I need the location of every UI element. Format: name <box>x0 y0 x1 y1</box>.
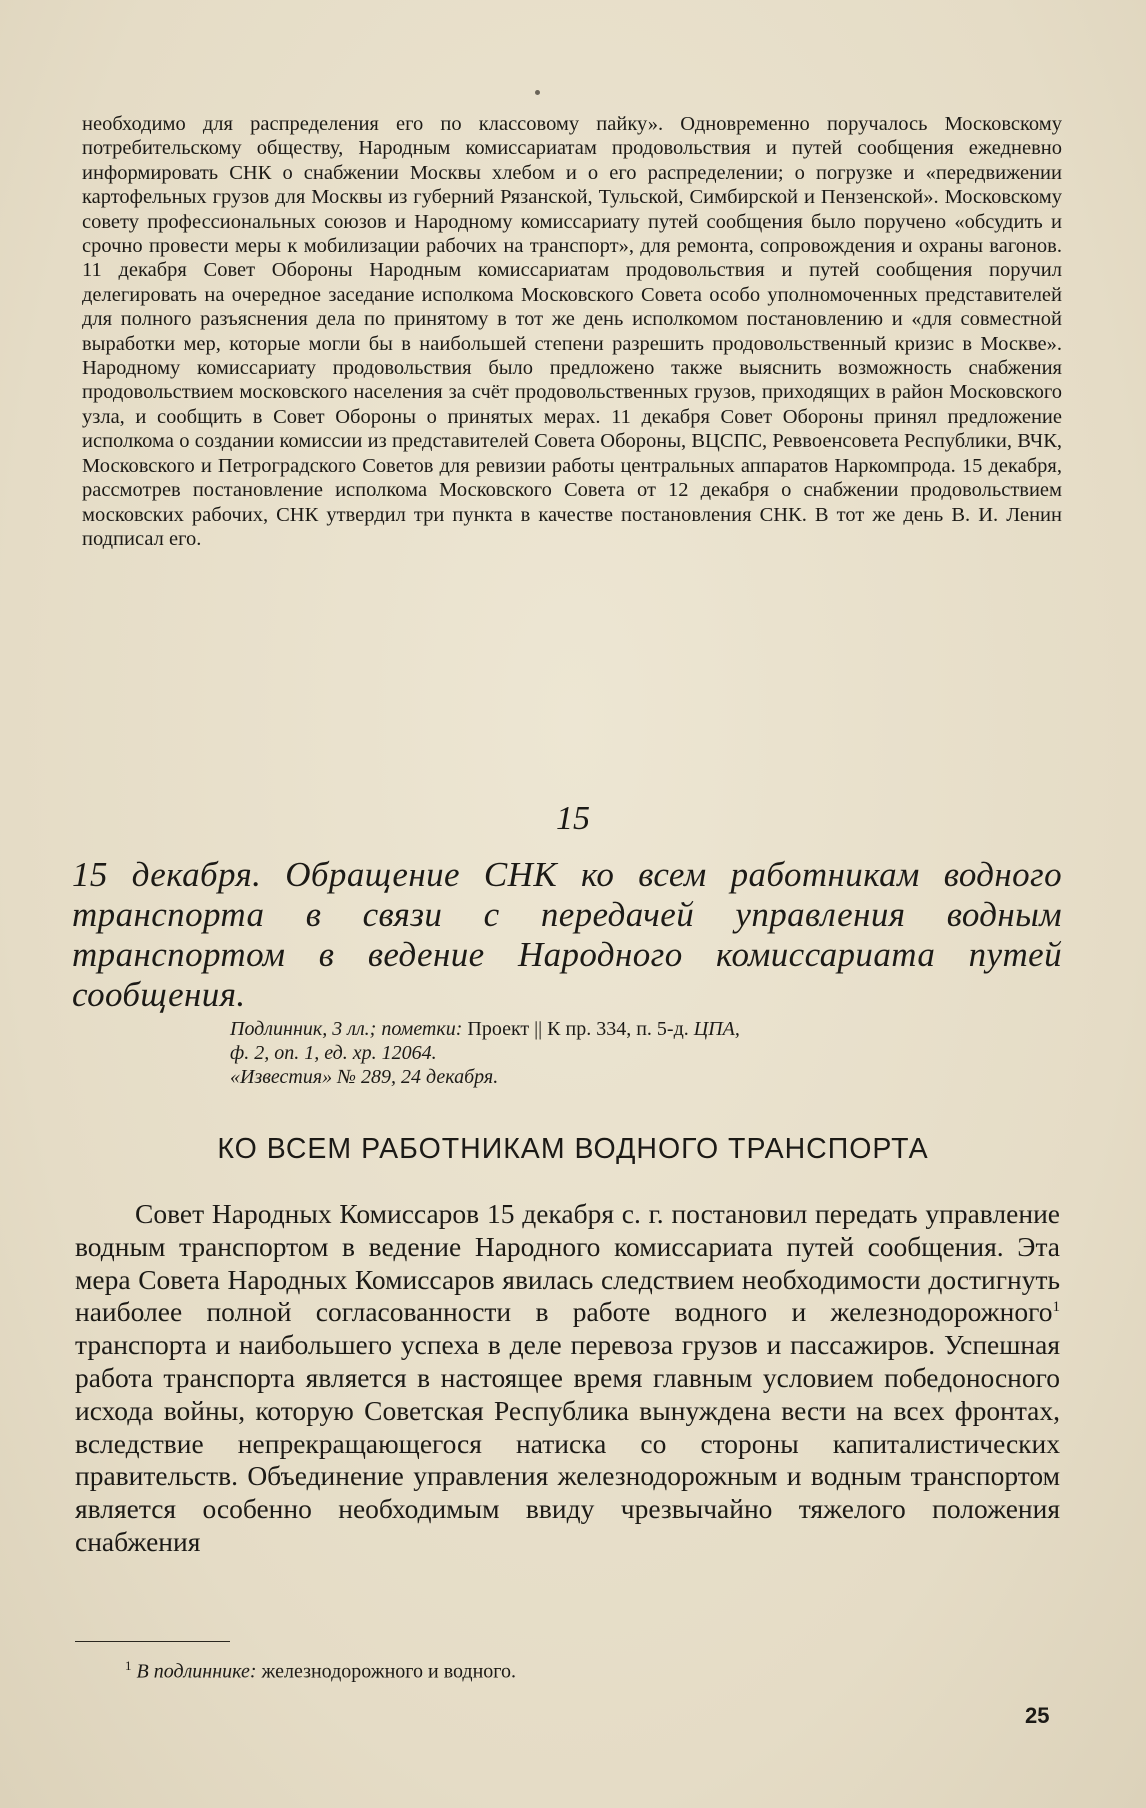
footnote <box>125 1654 1025 1684</box>
body-text-part-1: Совет Народных Комиссаров 15 декабря с. г. постановил передать управление водным транспортом в ведение Народного комиссариата путей сообщения. Эта мера Совета Народных Комиссаров явилась следствием необходимости достигнуть наиболее полной согласованности в работе водного и железнодорожного <box>75 1198 1060 1328</box>
footnote-reference: 1 <box>1052 1299 1060 1316</box>
footnote-label: В подлиннике: <box>136 1660 257 1683</box>
source-marks: Проект || К пр. 334, п. 5-д. <box>467 1018 689 1040</box>
intro-paragraph <box>82 112 1062 551</box>
source-citation <box>230 1017 1060 1089</box>
document-heading: 15 декабря. Обращение СНК ко всем работникам водного транспорта в связи с передачей управления водным транспортом в ведение Народного комиссариата путей сообщения. <box>72 855 1062 1014</box>
document-body <box>75 1198 1060 1559</box>
footnote-text: железнодорожного и водного. <box>256 1660 517 1683</box>
footnote-divider <box>75 1641 230 1642</box>
scan-speck <box>535 90 540 95</box>
intro-text: необходимо для распределения его по классовому пайку». Одновременно поручалось Московскому потребительскому обществу, Народным комиссариатам продовольствия и путей сообщения ежедневно информировать СНК о снабжении Москвы хлебом и о его распределении; о погрузке и «передвижении картофельных грузов для Москвы из губерний Рязанской, Тульской, Симбирской и Пензенской». Московскому совету профессиональных союзов и Народному комиссариату путей сообщения было поручено «обсудить и срочно провести меры к мобилизации рабочих на транспорт», для ремонта, сопровождения и охраны вагонов. 11 декабря Совет Обороны Народным комиссариатам продовольствия и путей сообщения поручил делегировать на очередное заседание исполкома Московского Совета особо уполномоченных представителей для полного разъяснения дела по принятому в тот же день исполкомом постановлению и «для совместной выработки мер, которые могли бы в наибольшей степени разрешить продовольственный кризис в Москве». Народному комиссариату продовольствия было предложено также выяснить возможность снабжения продовольствием московского населения за счёт продовольственных грузов, приходящих в район Московского узла, и сообщить в Совет Обороны о принятых мерах. 11 декабря Совет Обороны принял предложение исполкома о создании комиссии из представителей Совета Обороны, ВЦСПС, Реввоенсовета Республики, ВЧК, Московского и Петроградского Советов для ревизии работы центральных аппаратов Наркомпрода. 15 декабря, рассмотрев постановление исполкома Московского Совета от 12 декабря о снабжении продовольствием московских рабочих, СНК утвердил три пункта в качестве постановления СНК. В тот же день В. И. Ленин подписал его. <box>82 113 1062 550</box>
source-archive-ref: ф. 2, оп. 1, ед. хр. 12064. <box>230 1042 437 1064</box>
footnote-mark: 1 <box>125 1658 132 1673</box>
source-publication: «Известия» № 289, 24 декабря. <box>230 1066 499 1088</box>
page-number: 25 <box>1025 1703 1050 1728</box>
document-number: 15 <box>556 800 590 837</box>
source-original-label: Подлинник, 3 лл.; пометки: <box>230 1018 463 1040</box>
source-archive: ЦПА, <box>693 1018 740 1040</box>
document-title: КО ВСЕМ РАБОТНИКАМ ВОДНОГО ТРАНСПОРТА <box>217 1133 929 1165</box>
body-paragraph <box>75 1198 1060 1559</box>
source-line-1 <box>230 1017 1060 1041</box>
body-text-part-2: транспорта и наибольшего успеха в деле перевоза грузов и пассажиров. Успешная работа транспорта является в настоящее время главным условием победоносного исхода войны, которую Советская Республика вынуждена вести на всех фронтах, вследствие непрекращающегося натиска со стороны капиталистических правительств. Объединение управления железнодорожным и водным транспортом является особенно необходимым ввиду чрезвычайно тяжелого положения снабжения <box>75 1329 1060 1557</box>
